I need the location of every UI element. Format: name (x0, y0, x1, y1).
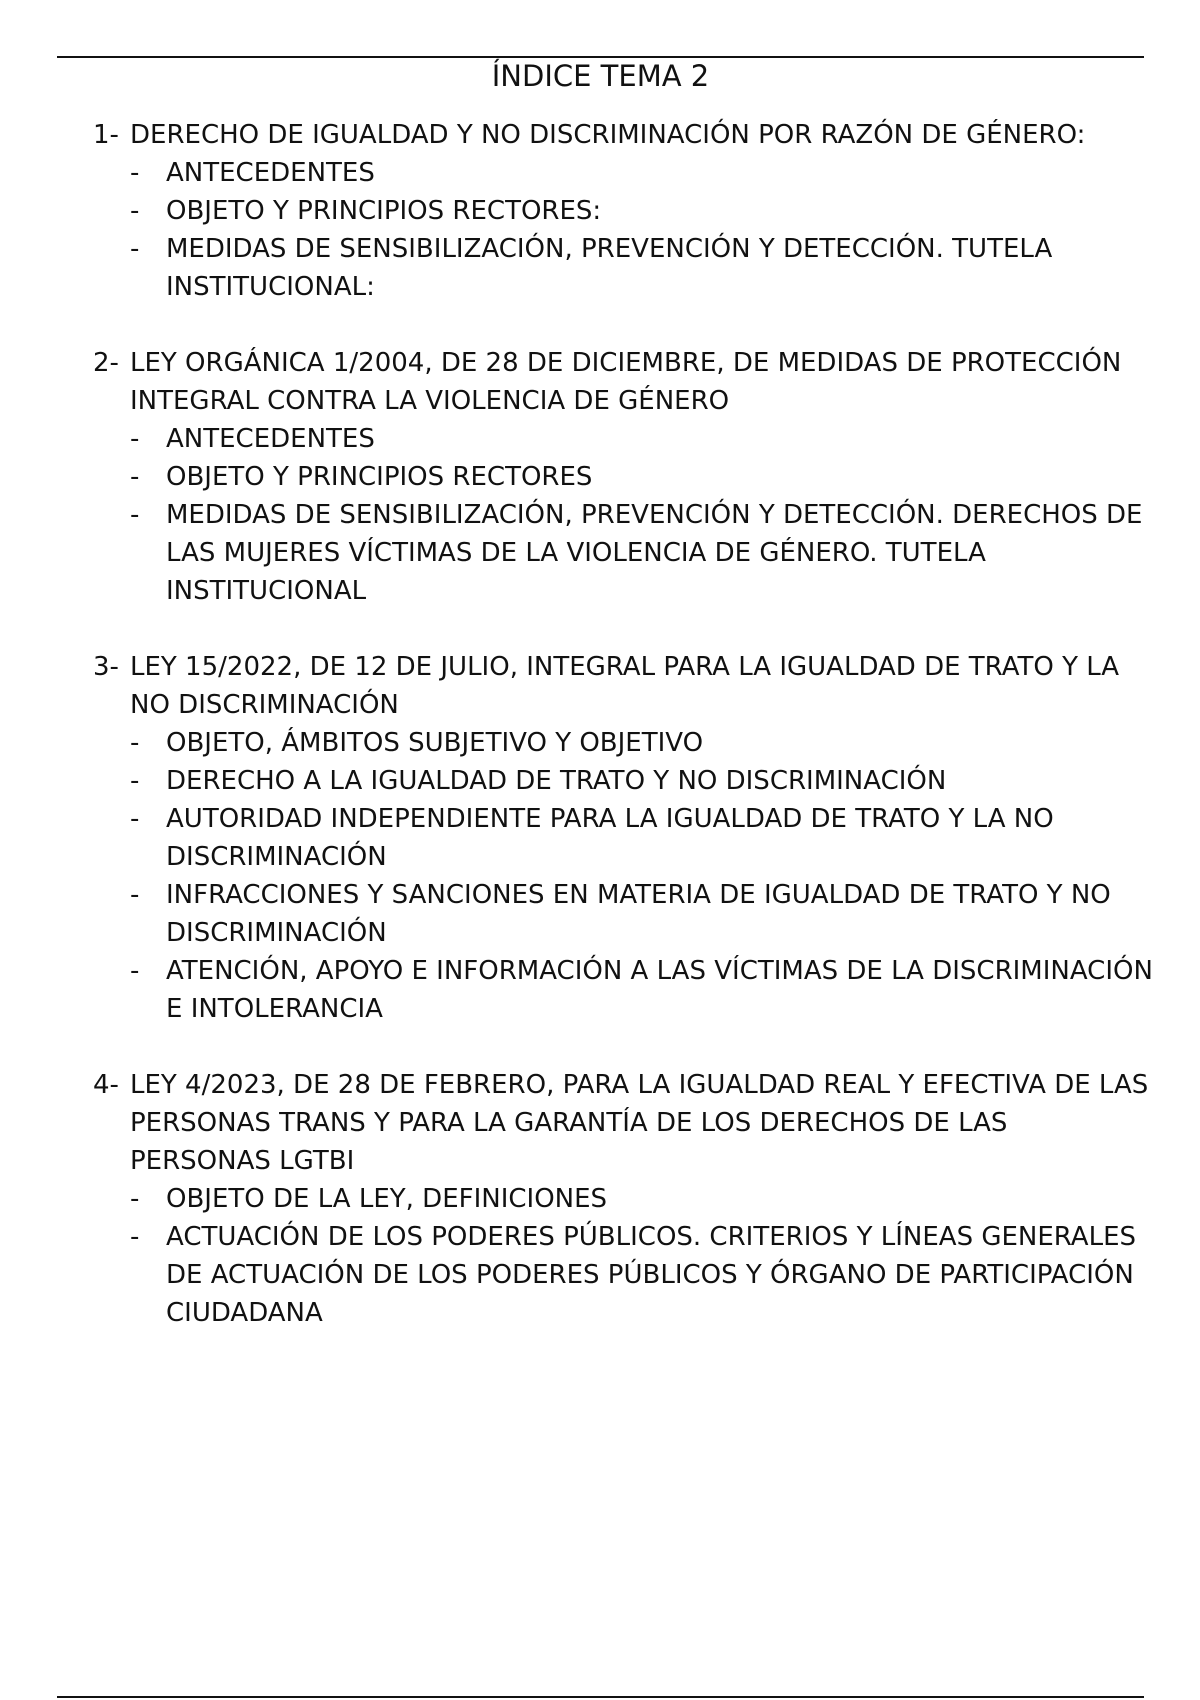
list-item (130, 952, 1153, 1028)
dash-bullet: - (130, 766, 140, 796)
list-item-text: OBJETO Y PRINCIPIOS RECTORES (166, 462, 593, 492)
list-item-text: OBJETO DE LA LEY, DEFINICIONES (166, 1184, 608, 1214)
list-item-text: ANTECEDENTES (166, 424, 375, 454)
dash-bullet: - (130, 728, 140, 758)
section-number: 4- (93, 1070, 119, 1100)
list-item-text: OBJETO Y PRINCIPIOS RECTORES: (166, 196, 602, 226)
bottom-rule (57, 1696, 1144, 1698)
list-item (130, 876, 1153, 952)
list-item-text: OBJETO, ÁMBITOS SUBJETIVO Y OBJETIVO (166, 728, 704, 758)
list-item (130, 420, 1153, 458)
section-number: 3- (93, 652, 119, 682)
dash-bullet: - (130, 804, 140, 834)
section-number: 2- (93, 348, 119, 378)
list-item-text: MEDIDAS DE SENSIBILIZACIÓN, PREVENCIÓN Y DETECCIÓN. TUTELA INSTITUCIONAL: (166, 234, 1053, 302)
section-heading: LEY 4/2023, DE 28 DE FEBRERO, PARA LA IGUALDAD REAL Y EFECTIVA DE LAS PERSONAS TRANS Y PARA LA GARANTÍA DE LOS DERECHOS DE LAS PERSONAS LGTBI (130, 1070, 1149, 1176)
list-item (130, 496, 1153, 610)
section-4 (93, 1066, 1153, 1332)
list-item-text: MEDIDAS DE SENSIBILIZACIÓN, PREVENCIÓN Y DETECCIÓN. DERECHOS DE LAS MUJERES VÍCTIMAS DE LA VIOLENCIA DE GÉNERO. TUTELA INSTITUCIONAL (166, 500, 1143, 606)
list-item (130, 800, 1153, 876)
list-item (130, 1218, 1153, 1332)
section-heading: LEY 15/2022, DE 12 DE JULIO, INTEGRAL PARA LA IGUALDAD DE TRATO Y LA NO DISCRIMINACIÓN (130, 652, 1120, 720)
dash-bullet: - (130, 1184, 140, 1214)
dash-bullet: - (130, 234, 140, 264)
subitem-list (130, 1180, 1153, 1332)
list-item-text: INFRACCIONES Y SANCIONES EN MATERIA DE IGUALDAD DE TRATO Y NO DISCRIMINACIÓN (166, 880, 1111, 948)
list-item-text: AUTORIDAD INDEPENDIENTE PARA LA IGUALDAD DE TRATO Y LA NO DISCRIMINACIÓN (166, 804, 1054, 872)
subitem-list (130, 724, 1153, 1028)
dash-bullet: - (130, 500, 140, 530)
section-heading: DERECHO DE IGUALDAD Y NO DISCRIMINACIÓN POR RAZÓN DE GÉNERO: (130, 120, 1086, 150)
document-title: ÍNDICE TEMA 2 (491, 59, 710, 93)
section-list (93, 116, 1153, 1370)
dash-bullet: - (130, 956, 140, 986)
dash-bullet: - (130, 196, 140, 226)
list-item (130, 154, 1153, 192)
section-number: 1- (93, 120, 119, 150)
section-3 (93, 648, 1153, 1028)
section-2 (93, 344, 1153, 610)
dash-bullet: - (130, 462, 140, 492)
list-item (130, 192, 1153, 230)
list-item (130, 724, 1153, 762)
subitem-list (130, 420, 1153, 610)
list-item (130, 458, 1153, 496)
dash-bullet: - (130, 424, 140, 454)
list-item (130, 230, 1153, 306)
subitem-list (130, 154, 1153, 306)
dash-bullet: - (130, 1222, 140, 1252)
list-item-text: ANTECEDENTES (166, 158, 375, 188)
list-item (130, 762, 1153, 800)
list-item (130, 1180, 1153, 1218)
section-1 (93, 116, 1153, 306)
section-heading: LEY ORGÁNICA 1/2004, DE 28 DE DICIEMBRE, DE MEDIDAS DE PROTECCIÓN INTEGRAL CONTRA LA VIOLENCIA DE GÉNERO (130, 348, 1122, 416)
dash-bullet: - (130, 880, 140, 910)
list-item-text: DERECHO A LA IGUALDAD DE TRATO Y NO DISCRIMINACIÓN (166, 766, 947, 796)
list-item-text: ACTUACIÓN DE LOS PODERES PÚBLICOS. CRITERIOS Y LÍNEAS GENERALES DE ACTUACIÓN DE LOS PODERES PÚBLICOS Y ÓRGANO DE PARTICIPACIÓN CIUDADANA (166, 1222, 1136, 1328)
dash-bullet: - (130, 158, 140, 188)
list-item-text: ATENCIÓN, APOYO E INFORMACIÓN A LAS VÍCTIMAS DE LA DISCRIMINACIÓN E INTOLERANCIA (166, 956, 1153, 1024)
